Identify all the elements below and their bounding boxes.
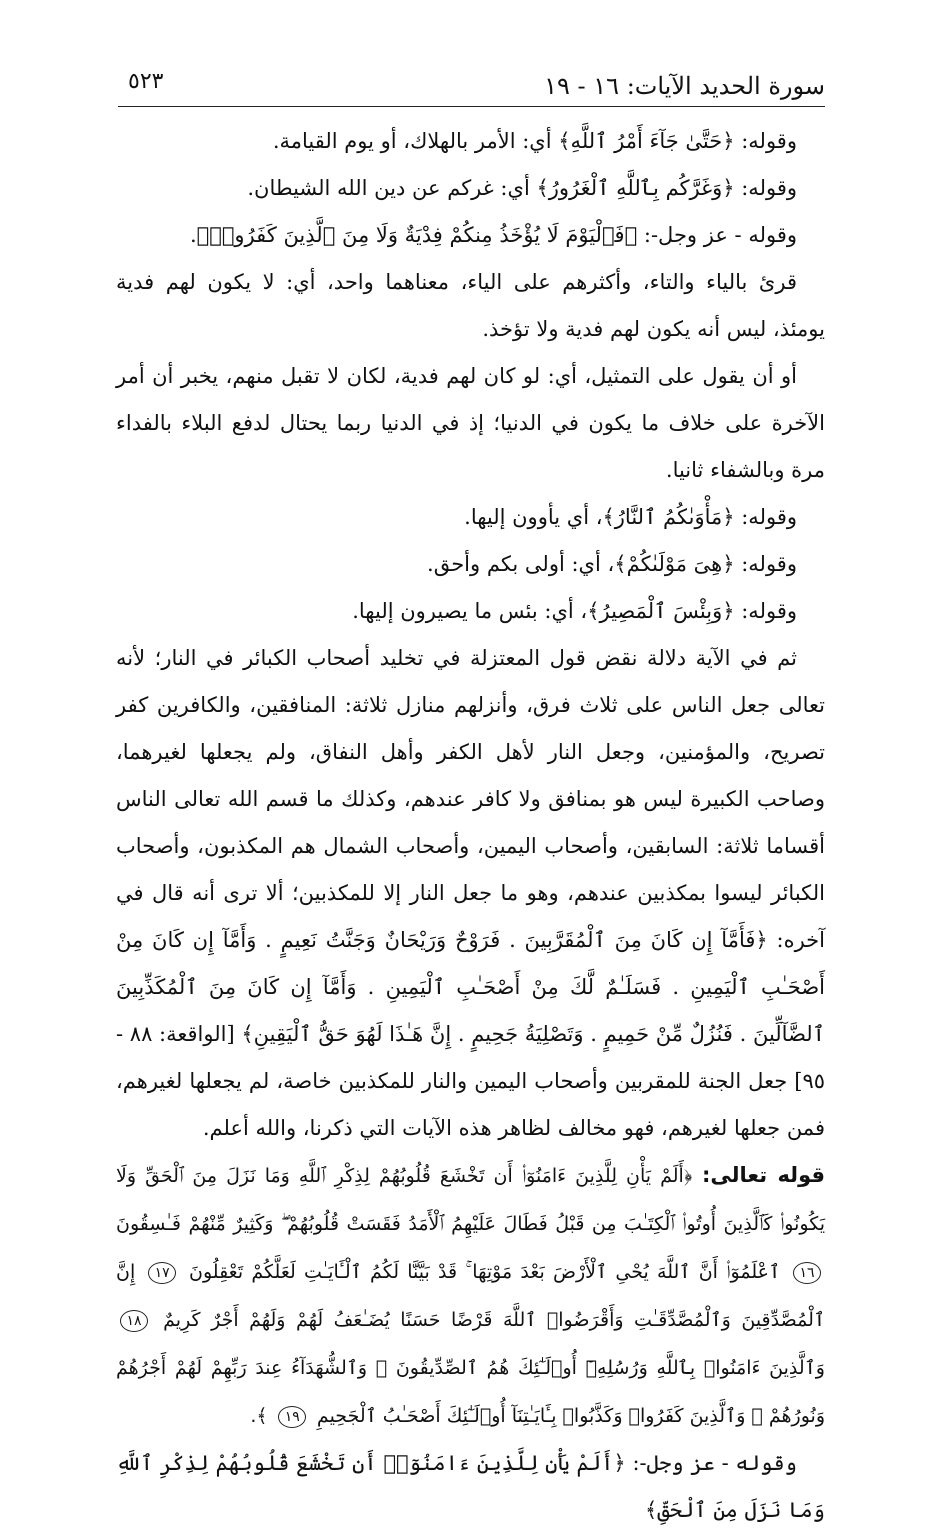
- commentary-line: وقوله: ﴿حَتَّىٰ جَآءَ أَمْرُ ٱللَّهِ﴾ أي: الأمر بالهلاك، أو يوم القيامة.: [272, 129, 797, 153]
- commentary-paragraph: ثم في الآية دلالة نقض قول المعتزلة في تخليد أصحاب الكبائر في النار؛ لأنه تعالى جعل الناس على ثلاث فرق، وأنزلهم منازل ثلاثة: المنافقين، والكافرين كفر تصريح، والمؤمنين، وجعل النار لأهل الكفر وأهل النفاق، ولم يجعلها لغيرهما، وصاحب الكبيرة ليس هو بمنافق ولا كافر عندهم، وكذلك ما قسم الله تعالى الناس أقساما ثلاثة: السابقين، وأصحاب اليمين، وأصحاب الشمال هم المكذبون، وأصحاب الكبائر ليسوا بمكذبين عندهم، وهو ما جعل النار إلا للمكذبين؛ ألا ترى أنه قال في آخره: ﴿فَأَمَّآ إِن كَانَ مِنَ ٱلْمُقَرَّبِينَ . فَرَوْحٌ وَرَيْحَانٌ وَجَنَّتُ نَعِيمٍ . وَأَمَّآ إِن كَانَ مِنْ أَصْحَـٰبِ ٱلْيَمِينِ . فَسَلَـٰمٌ لَّكَ مِنْ أَصْحَـٰبِ ٱلْيَمِينِ . وَأَمَّآ إِن كَانَ مِنَ ٱلْمُكَذِّبِينَ ٱلضَّآلِّينَ . فَنُزُلٌ مِّنْ حَمِيمٍ . وَتَصْلِيَةُ جَحِيمٍ . إِنَّ هَـٰذَا لَهُوَ حَقُّ ٱلْيَقِينِ﴾ [الواقعة: ٨٨ - ٩٥] جعل الجنة للمقربين وأصحاب اليمين والنار للمكذبين خاصة، لم يجعلها لغيرهم، فمن جعلها لغيرهم، فهو مخالف لظاهر هذه الآيات التي ذكرنا، والله أعلم.: [116, 646, 825, 1140]
- quran-verse-block: [116, 1152, 825, 1440]
- ayah-number-marker: ١٧: [148, 1262, 176, 1284]
- commentary-line: وقوله: ﴿وَبِئْسَ ٱلْمَصِيرُ﴾، أي: بئس ما يصيرون إليها.: [352, 599, 797, 623]
- verse-text: ﴿أَلَمْ يَأْنِ لِلَّذِينَ ءَامَنُوٓا۟ أَن تَخْشَعَ قُلُوبُهُمْ لِذِكْرِ ٱللَّهِ وَمَا نَزَلَ مِنَ ٱلْحَقِّ وَلَا يَكُونُوا۟ كَٱلَّذِينَ أُوتُوا۟ ٱلْكِتَـٰبَ مِن قَبْلُ فَطَالَ عَلَيْهِمُ ٱلْأَمَدُ فَقَسَتْ قُلُوبُهُمْ ۖ وَكَثِيرٌ مِّنْهُمْ فَـٰسِقُونَ: [116, 1165, 825, 1235]
- commentary-paragraph: أو أن يقول على التمثيل، أي: لو كان لهم فدية، لكان لا تقبل منهم، يخبر أن أمر الآخرة على خلاف ما يكون في الدنيا؛ إذ في الدنيا ربما يحتال لدفع البلاء بالفداء مرة وبالشفاء ثانيا.: [116, 364, 825, 482]
- page-number: ٥٢٣: [128, 69, 164, 94]
- commentary-line: وقوله - عز وجل-: ﴿أَلَمْ يَأْنِ لِلَّذِينَ ءَامَنُوٓا۟ أَن تَخْشَعَ قُلُوبُهُمْ لِذِكْرِ ٱللَّهِ وَمَا نَزَلَ مِنَ ٱلْحَقِّ﴾: [116, 1451, 825, 1522]
- page-header: [118, 58, 825, 107]
- commentary-line: وقوله - عز وجل-: ﴿فَٱلْيَوْمَ لَا يُؤْخَذُ مِنكُمْ فِدْيَةٌ وَلَا مِنَ ٱلَّذِينَ كَفَرُوا۟﴾.: [189, 223, 797, 247]
- verse-end: ﴾.: [250, 1405, 268, 1427]
- ayah-number-marker: ١٨: [120, 1310, 148, 1332]
- commentary-line: وقوله: ﴿وَغَرَّكُم بِٱللَّهِ ٱلْغَرُورُ﴾ أي: غركم عن دين الله الشيطان.: [247, 176, 797, 200]
- verse-text: ٱعْلَمُوٓا۟ أَنَّ ٱللَّهَ يُحْىِ ٱلْأَرْضَ بَعْدَ مَوْتِهَا ۚ قَدْ بَيَّنَّا لَكُمُ ٱلْـَٔايَـٰتِ لَعَلَّكُمْ تَعْقِلُونَ: [189, 1261, 781, 1283]
- ayah-number-marker: ١٩: [278, 1406, 306, 1428]
- commentary-paragraph: قرئ بالياء والتاء، وأكثرهم على الياء، معناهما واحد، أي: لا يكون لهم فدية يومئذ، ليس أنه يكون لهم فدية ولا تؤخذ.: [116, 270, 825, 341]
- page-body: [116, 118, 825, 1534]
- commentary-line: وقوله: ﴿هِىَ مَوْلَىٰكُمْ﴾، أي: أولى بكم وأحق.: [427, 552, 797, 576]
- running-title: سورة الحديد الآيات: ١٦ - ١٩: [544, 72, 825, 100]
- ayah-number-marker: ١٦: [793, 1262, 821, 1284]
- verse-label: قوله تعالى:: [701, 1163, 825, 1187]
- commentary-line: وقوله: ﴿مَأْوَىٰكُمُ ٱلنَّارُ﴾، أي يأوون إليها.: [464, 505, 797, 529]
- verse-text: إِنَّ ٱلْمُصَّدِّقِينَ وَٱلْمُصَّدِّقَـٰتِ وَأَقْرَضُوا۟ ٱللَّهَ قَرْضًا حَسَنًا يُضَـٰعَفُ لَهُمْ وَلَهُمْ أَجْرٌ كَرِيمٌ: [116, 1261, 825, 1331]
- verse-text: وَٱلَّذِينَ ءَامَنُوا۟ بِٱللَّهِ وَرُسُلِهِۦٓ أُو۟لَـٰٓئِكَ هُمُ ٱلصِّدِّيقُونَ ۖ وَٱلشُّهَدَآءُ عِندَ رَبِّهِمْ لَهُمْ أَجْرُهُمْ وَنُورُهُمْ ۖ وَٱلَّذِينَ كَفَرُوا۟ وَكَذَّبُوا۟ بِـَٔايَـٰتِنَآ أُو۟لَـٰٓئِكَ أَصْحَـٰبُ ٱلْجَحِيمِ: [116, 1357, 825, 1427]
